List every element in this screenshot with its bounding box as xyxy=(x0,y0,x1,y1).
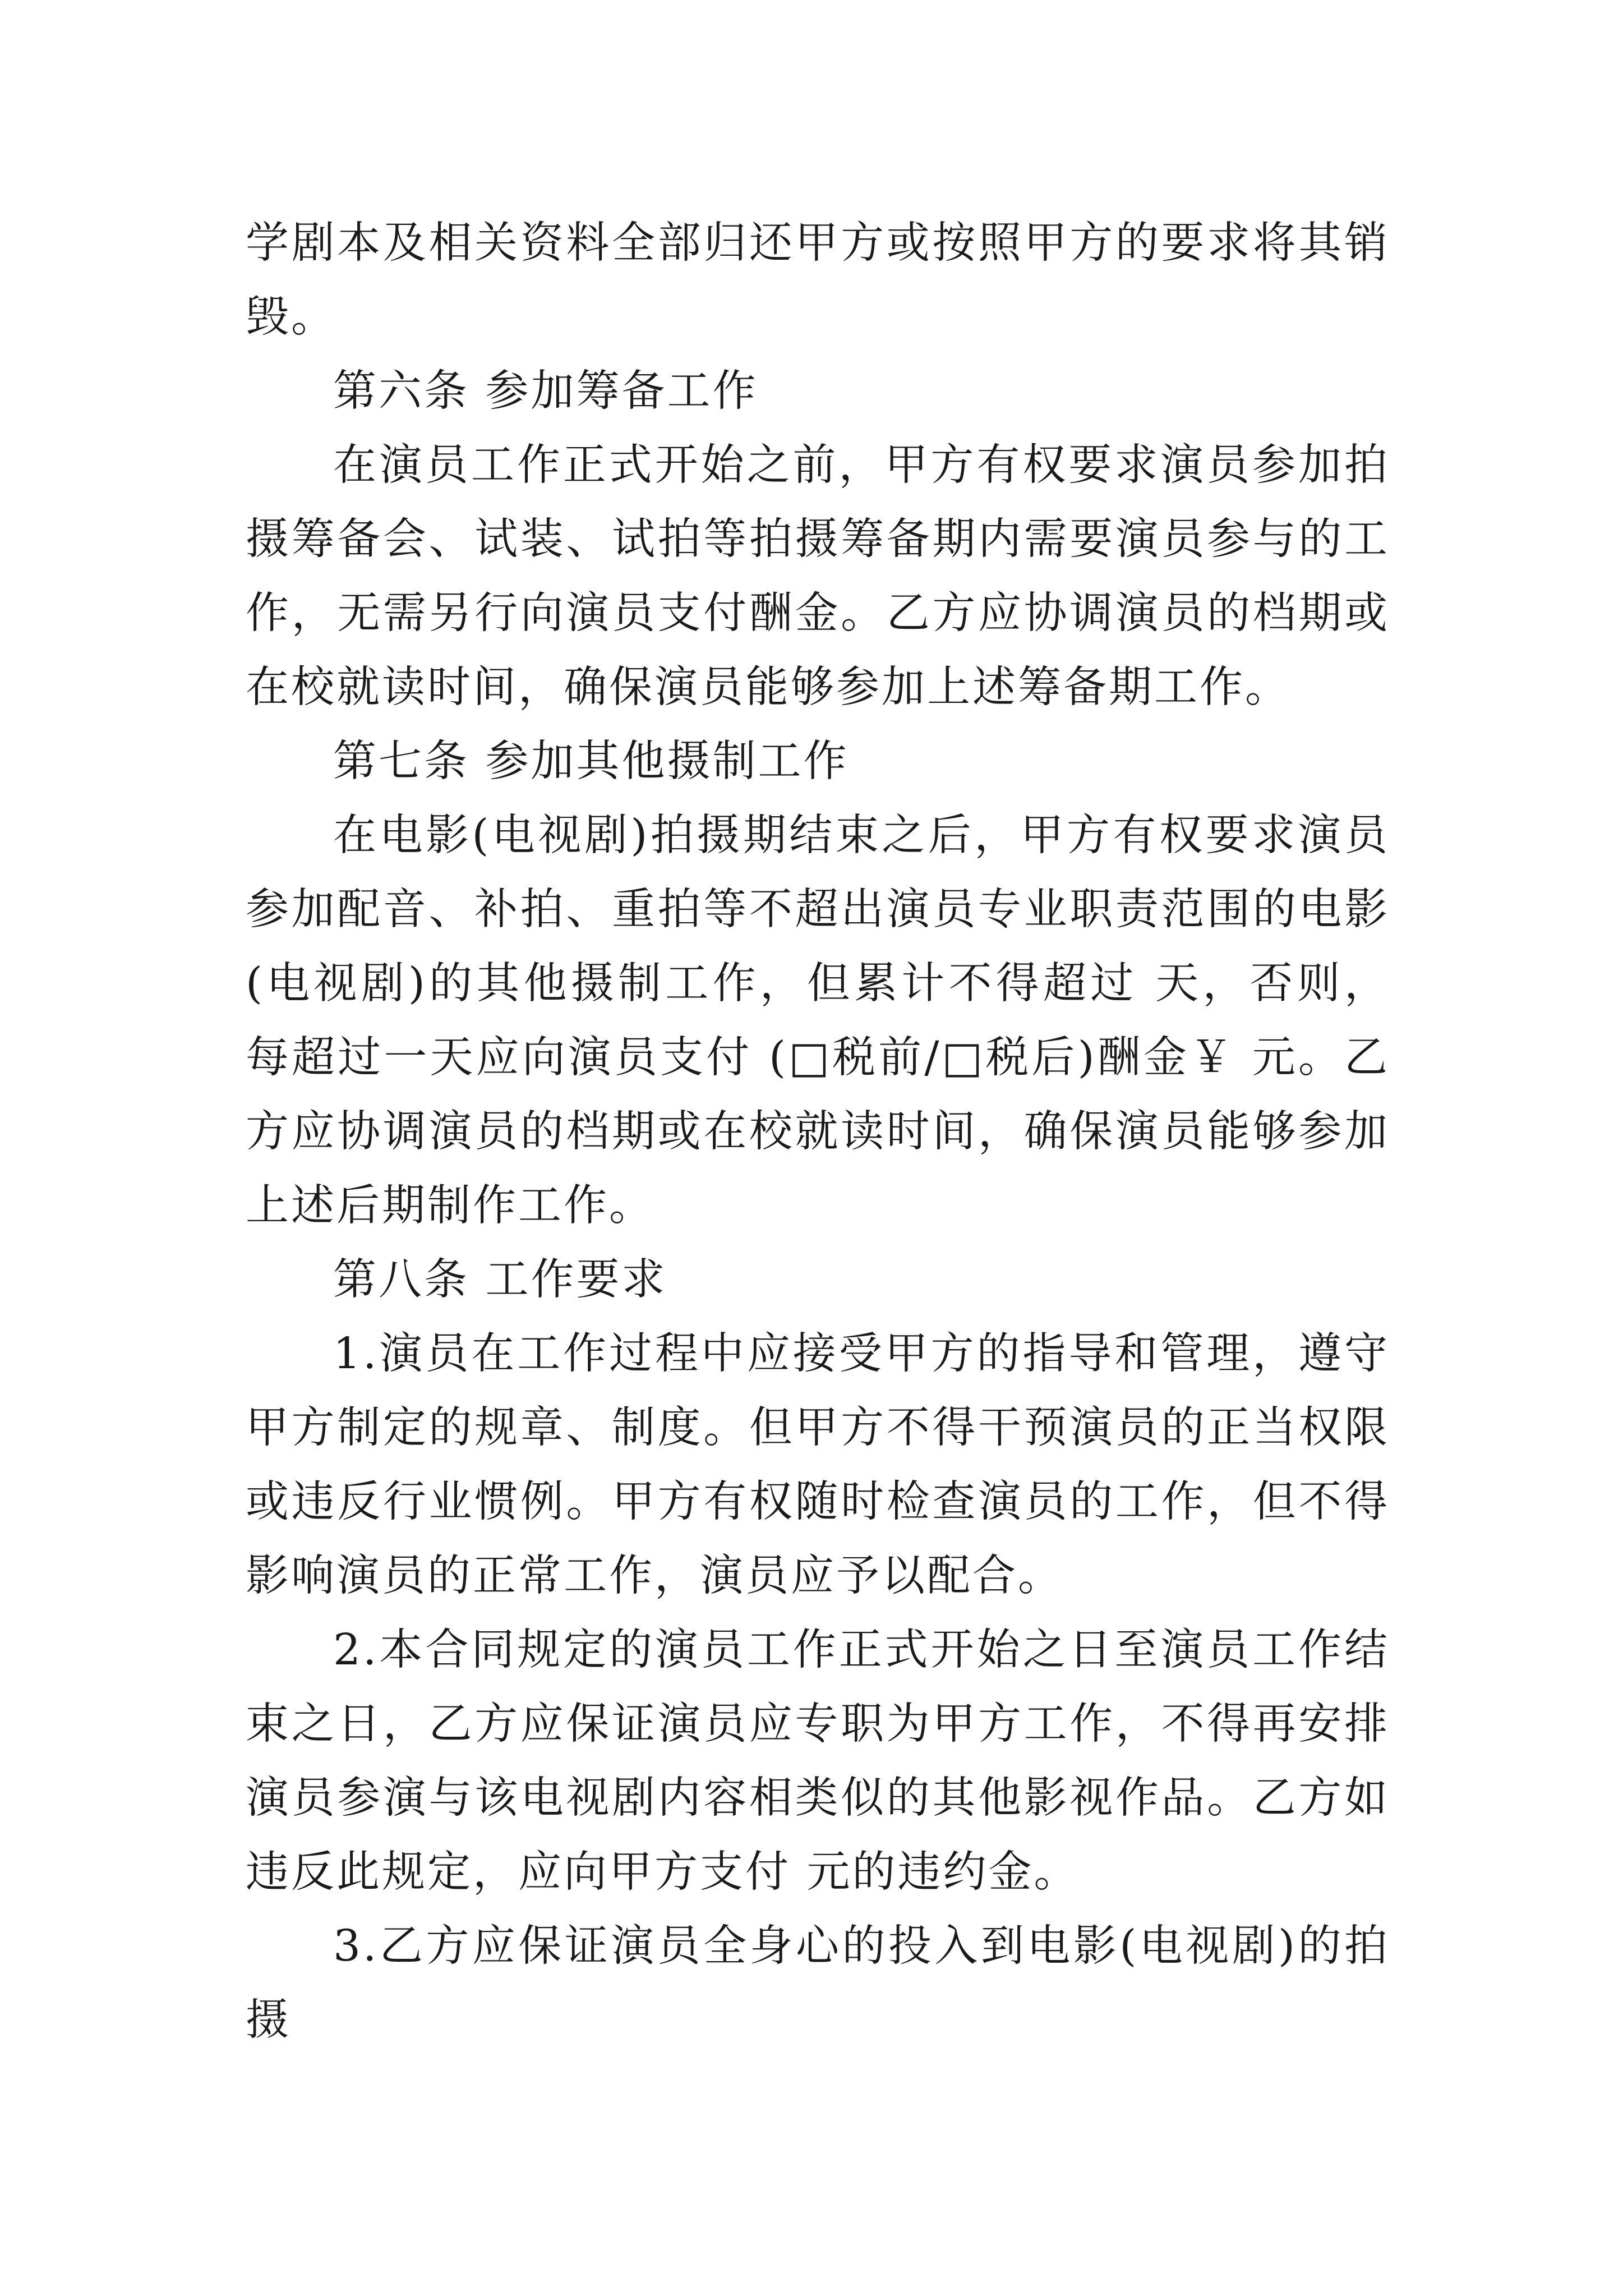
paragraph-continuation: 学剧本及相关资料全部归还甲方或按照甲方的要求将其销毁。 xyxy=(246,218,1390,342)
article-7-body: 在电影(电视剧)拍摄期结束之后，甲方有权要求演员参加配音、补拍、重拍等不超出演员专业职责范围的电影(电视剧)的其他摄制工作，但累计不得超过 天，否则，每超过一天应向演员支付 (□税前/□税后)酬金￥ 元。乙方应协调演员的档期或在校就读时间，确保演员能够参加上述后期制作工作。 xyxy=(246,811,1390,1231)
article-8-heading: 第八条 工作要求 xyxy=(333,1255,667,1305)
article-8-item-1: 1.演员在工作过程中应接受甲方的指导和管理，遵守甲方制定的规章、制度。但甲方不得干预演员的正当权限或违反行业惯例。甲方有权随时检查演员的工作，但不得影响演员的正常工作，演员应予以配合。 xyxy=(246,1329,1390,1601)
article-6-body: 在演员工作正式开始之前，甲方有权要求演员参加拍摄筹备会、试装、试拍等拍摄筹备期内需要演员参与的工作，无需另行向演员支付酬金。乙方应协调演员的档期或在校就读时间，确保演员能够参加上述筹备期工作。 xyxy=(246,440,1390,712)
document-body xyxy=(246,206,1390,2058)
article-6-heading: 第六条 参加筹备工作 xyxy=(333,366,758,416)
article-8-item-3: 3.乙方应保证演员全身心的投入到电影(电视剧)的拍摄 xyxy=(246,1921,1390,2045)
article-8-item-2: 2.本合同规定的演员工作正式开始之日至演员工作结束之日，乙方应保证演员应专职为甲方工作，不得再安排演员参演与该电视剧内容相类似的其他影视作品。乙方如违反此规定，应向甲方支付 元的违约金。 xyxy=(246,1625,1390,1897)
article-7-heading: 第七条 参加其他摄制工作 xyxy=(333,737,849,786)
